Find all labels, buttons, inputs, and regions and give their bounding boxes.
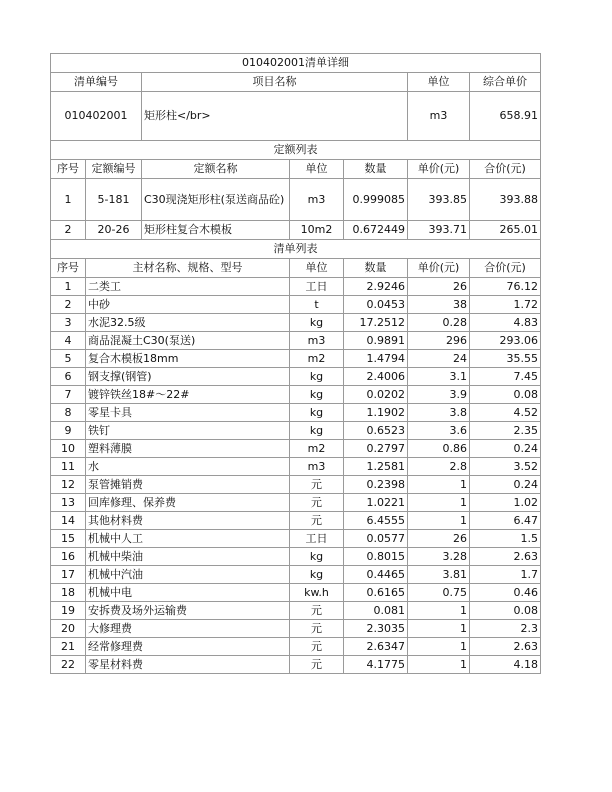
quota-seq: 1 bbox=[51, 179, 86, 221]
material-price: 3.9 bbox=[408, 386, 470, 404]
material-name: 复合木模板18mm bbox=[86, 350, 290, 368]
quota-row bbox=[51, 221, 541, 240]
material-price: 3.6 bbox=[408, 422, 470, 440]
material-header-qty: 数量 bbox=[344, 259, 408, 278]
material-seq: 2 bbox=[51, 296, 86, 314]
material-total: 2.3 bbox=[470, 620, 541, 638]
material-name: 铁钉 bbox=[86, 422, 290, 440]
quota-header-code: 定额编号 bbox=[86, 160, 142, 179]
material-seq: 10 bbox=[51, 440, 86, 458]
material-unit: m2 bbox=[290, 440, 344, 458]
material-row bbox=[51, 404, 541, 422]
material-seq: 4 bbox=[51, 332, 86, 350]
material-header-total: 合价(元) bbox=[470, 259, 541, 278]
material-unit: kg bbox=[290, 422, 344, 440]
material-seq: 15 bbox=[51, 530, 86, 548]
material-seq: 18 bbox=[51, 584, 86, 602]
material-name: 零星材料费 bbox=[86, 656, 290, 674]
material-unit: kg bbox=[290, 566, 344, 584]
quota-name: C30现浇矩形柱(泵送商品砼) bbox=[142, 179, 290, 221]
material-qty: 2.4006 bbox=[344, 368, 408, 386]
material-price: 38 bbox=[408, 296, 470, 314]
quota-header-qty: 数量 bbox=[344, 160, 408, 179]
material-qty: 2.3035 bbox=[344, 620, 408, 638]
material-price: 1 bbox=[408, 638, 470, 656]
material-unit: 元 bbox=[290, 476, 344, 494]
quota-qty: 0.999085 bbox=[344, 179, 408, 221]
quota-unit: m3 bbox=[290, 179, 344, 221]
material-qty: 0.4465 bbox=[344, 566, 408, 584]
material-qty: 6.4555 bbox=[344, 512, 408, 530]
material-unit: 元 bbox=[290, 602, 344, 620]
material-row bbox=[51, 548, 541, 566]
material-qty: 0.2398 bbox=[344, 476, 408, 494]
bill-row bbox=[51, 92, 541, 141]
material-seq: 6 bbox=[51, 368, 86, 386]
material-qty: 0.6165 bbox=[344, 584, 408, 602]
material-row bbox=[51, 638, 541, 656]
material-seq: 8 bbox=[51, 404, 86, 422]
material-row bbox=[51, 656, 541, 674]
quota-row bbox=[51, 179, 541, 221]
material-qty: 0.2797 bbox=[344, 440, 408, 458]
material-unit: kg bbox=[290, 386, 344, 404]
material-unit: kg bbox=[290, 404, 344, 422]
material-unit: 元 bbox=[290, 656, 344, 674]
material-name: 其他材料费 bbox=[86, 512, 290, 530]
quota-total: 393.88 bbox=[470, 179, 541, 221]
material-total: 0.08 bbox=[470, 602, 541, 620]
material-row bbox=[51, 530, 541, 548]
quota-total: 265.01 bbox=[470, 221, 541, 240]
material-name: 机械中汽油 bbox=[86, 566, 290, 584]
quota-header-total: 合价(元) bbox=[470, 160, 541, 179]
material-row bbox=[51, 458, 541, 476]
bill-header-row bbox=[51, 73, 541, 92]
material-name: 机械中电 bbox=[86, 584, 290, 602]
material-qty: 1.0221 bbox=[344, 494, 408, 512]
material-qty: 0.0202 bbox=[344, 386, 408, 404]
bill-unit: m3 bbox=[408, 92, 470, 141]
material-unit: kg bbox=[290, 314, 344, 332]
material-total: 1.7 bbox=[470, 566, 541, 584]
material-total: 76.12 bbox=[470, 278, 541, 296]
material-total: 0.46 bbox=[470, 584, 541, 602]
material-price: 26 bbox=[408, 278, 470, 296]
page-title: 010402001清单详细 bbox=[51, 54, 541, 73]
quota-unit: 10m2 bbox=[290, 221, 344, 240]
material-row bbox=[51, 314, 541, 332]
material-row bbox=[51, 620, 541, 638]
material-row bbox=[51, 332, 541, 350]
material-header-row bbox=[51, 259, 541, 278]
material-total: 4.52 bbox=[470, 404, 541, 422]
material-unit: 工日 bbox=[290, 530, 344, 548]
material-price: 1 bbox=[408, 512, 470, 530]
bill-header-name: 项目名称 bbox=[142, 73, 408, 92]
material-name: 水泥32.5级 bbox=[86, 314, 290, 332]
material-seq: 21 bbox=[51, 638, 86, 656]
material-seq: 17 bbox=[51, 566, 86, 584]
material-row bbox=[51, 296, 541, 314]
quota-header-seq: 序号 bbox=[51, 160, 86, 179]
material-qty: 1.1902 bbox=[344, 404, 408, 422]
material-row bbox=[51, 350, 541, 368]
bill-price: 658.91 bbox=[470, 92, 541, 141]
material-qty: 0.8015 bbox=[344, 548, 408, 566]
quota-code: 5-181 bbox=[86, 179, 142, 221]
material-total: 0.24 bbox=[470, 440, 541, 458]
material-row bbox=[51, 602, 541, 620]
material-total: 1.72 bbox=[470, 296, 541, 314]
material-unit: kg bbox=[290, 548, 344, 566]
quota-seq: 2 bbox=[51, 221, 86, 240]
material-seq: 1 bbox=[51, 278, 86, 296]
material-total: 6.47 bbox=[470, 512, 541, 530]
material-price: 3.81 bbox=[408, 566, 470, 584]
material-price: 1 bbox=[408, 620, 470, 638]
material-name: 安拆费及场外运输费 bbox=[86, 602, 290, 620]
material-unit: m3 bbox=[290, 458, 344, 476]
quota-name: 矩形柱复合木模板 bbox=[142, 221, 290, 240]
material-row bbox=[51, 368, 541, 386]
material-header-unit: 单位 bbox=[290, 259, 344, 278]
material-price: 1 bbox=[408, 656, 470, 674]
material-unit: 元 bbox=[290, 494, 344, 512]
material-total: 2.35 bbox=[470, 422, 541, 440]
material-row bbox=[51, 494, 541, 512]
quota-code: 20-26 bbox=[86, 221, 142, 240]
material-unit: kw.h bbox=[290, 584, 344, 602]
material-name: 商品混凝土C30(泵送) bbox=[86, 332, 290, 350]
material-price: 24 bbox=[408, 350, 470, 368]
quota-section-title: 定额列表 bbox=[51, 141, 541, 160]
material-price: 2.8 bbox=[408, 458, 470, 476]
material-qty: 0.0577 bbox=[344, 530, 408, 548]
material-row bbox=[51, 422, 541, 440]
material-seq: 19 bbox=[51, 602, 86, 620]
material-price: 0.75 bbox=[408, 584, 470, 602]
bill-detail-table bbox=[50, 53, 541, 674]
material-seq: 14 bbox=[51, 512, 86, 530]
material-qty: 2.6347 bbox=[344, 638, 408, 656]
quota-header-unit: 单位 bbox=[290, 160, 344, 179]
material-unit: m2 bbox=[290, 350, 344, 368]
material-name: 中砂 bbox=[86, 296, 290, 314]
material-seq: 16 bbox=[51, 548, 86, 566]
material-row bbox=[51, 566, 541, 584]
material-row bbox=[51, 440, 541, 458]
material-name: 机械中人工 bbox=[86, 530, 290, 548]
material-total: 293.06 bbox=[470, 332, 541, 350]
material-price: 296 bbox=[408, 332, 470, 350]
material-section-row bbox=[51, 240, 541, 259]
material-qty: 1.4794 bbox=[344, 350, 408, 368]
material-qty: 0.9891 bbox=[344, 332, 408, 350]
material-qty: 0.081 bbox=[344, 602, 408, 620]
material-row bbox=[51, 386, 541, 404]
material-seq: 11 bbox=[51, 458, 86, 476]
material-seq: 3 bbox=[51, 314, 86, 332]
material-price: 1 bbox=[408, 494, 470, 512]
quota-qty: 0.672449 bbox=[344, 221, 408, 240]
material-seq: 5 bbox=[51, 350, 86, 368]
material-name: 钢支撑(钢管) bbox=[86, 368, 290, 386]
material-qty: 0.6523 bbox=[344, 422, 408, 440]
material-qty: 4.1775 bbox=[344, 656, 408, 674]
material-total: 2.63 bbox=[470, 548, 541, 566]
material-seq: 13 bbox=[51, 494, 86, 512]
material-price: 3.8 bbox=[408, 404, 470, 422]
material-unit: m3 bbox=[290, 332, 344, 350]
material-seq: 22 bbox=[51, 656, 86, 674]
material-total: 3.52 bbox=[470, 458, 541, 476]
material-qty: 17.2512 bbox=[344, 314, 408, 332]
quota-price: 393.71 bbox=[408, 221, 470, 240]
material-row bbox=[51, 278, 541, 296]
bill-header-price: 综合单价 bbox=[470, 73, 541, 92]
material-name: 机械中柴油 bbox=[86, 548, 290, 566]
material-total: 4.83 bbox=[470, 314, 541, 332]
material-seq: 12 bbox=[51, 476, 86, 494]
material-total: 2.63 bbox=[470, 638, 541, 656]
quota-header-name: 定额名称 bbox=[142, 160, 290, 179]
material-row bbox=[51, 584, 541, 602]
material-section-title: 清单列表 bbox=[51, 240, 541, 259]
title-row bbox=[51, 54, 541, 73]
material-total: 0.08 bbox=[470, 386, 541, 404]
material-name: 大修理费 bbox=[86, 620, 290, 638]
quota-header-row bbox=[51, 160, 541, 179]
quota-header-price: 单价(元) bbox=[408, 160, 470, 179]
material-seq: 7 bbox=[51, 386, 86, 404]
material-header-name: 主材名称、规格、型号 bbox=[86, 259, 290, 278]
material-price: 0.28 bbox=[408, 314, 470, 332]
material-total: 1.02 bbox=[470, 494, 541, 512]
material-total: 35.55 bbox=[470, 350, 541, 368]
material-row bbox=[51, 476, 541, 494]
bill-header-code: 清单编号 bbox=[51, 73, 142, 92]
material-qty: 2.9246 bbox=[344, 278, 408, 296]
material-price: 3.1 bbox=[408, 368, 470, 386]
material-unit: 元 bbox=[290, 638, 344, 656]
material-unit: kg bbox=[290, 368, 344, 386]
material-unit: t bbox=[290, 296, 344, 314]
material-price: 3.28 bbox=[408, 548, 470, 566]
material-seq: 9 bbox=[51, 422, 86, 440]
material-name: 零星卡具 bbox=[86, 404, 290, 422]
material-qty: 1.2581 bbox=[344, 458, 408, 476]
material-price: 1 bbox=[408, 476, 470, 494]
material-unit: 元 bbox=[290, 512, 344, 530]
material-total: 1.5 bbox=[470, 530, 541, 548]
material-unit: 元 bbox=[290, 620, 344, 638]
material-name: 塑料薄膜 bbox=[86, 440, 290, 458]
material-qty: 0.0453 bbox=[344, 296, 408, 314]
bill-header-unit: 单位 bbox=[408, 73, 470, 92]
material-name: 水 bbox=[86, 458, 290, 476]
material-unit: 工日 bbox=[290, 278, 344, 296]
bill-code: 010402001 bbox=[51, 92, 142, 141]
material-header-seq: 序号 bbox=[51, 259, 86, 278]
quota-section-row bbox=[51, 141, 541, 160]
material-total: 7.45 bbox=[470, 368, 541, 386]
material-row bbox=[51, 512, 541, 530]
material-name: 回库修理、保养费 bbox=[86, 494, 290, 512]
material-header-price: 单价(元) bbox=[408, 259, 470, 278]
material-seq: 20 bbox=[51, 620, 86, 638]
material-total: 0.24 bbox=[470, 476, 541, 494]
material-name: 二类工 bbox=[86, 278, 290, 296]
material-price: 1 bbox=[408, 602, 470, 620]
material-price: 0.86 bbox=[408, 440, 470, 458]
quota-price: 393.85 bbox=[408, 179, 470, 221]
material-name: 镀锌铁丝18#～22# bbox=[86, 386, 290, 404]
material-name: 经常修理费 bbox=[86, 638, 290, 656]
material-name: 泵管摊销费 bbox=[86, 476, 290, 494]
bill-name: 矩形柱</br> bbox=[142, 92, 408, 141]
material-total: 4.18 bbox=[470, 656, 541, 674]
material-price: 26 bbox=[408, 530, 470, 548]
